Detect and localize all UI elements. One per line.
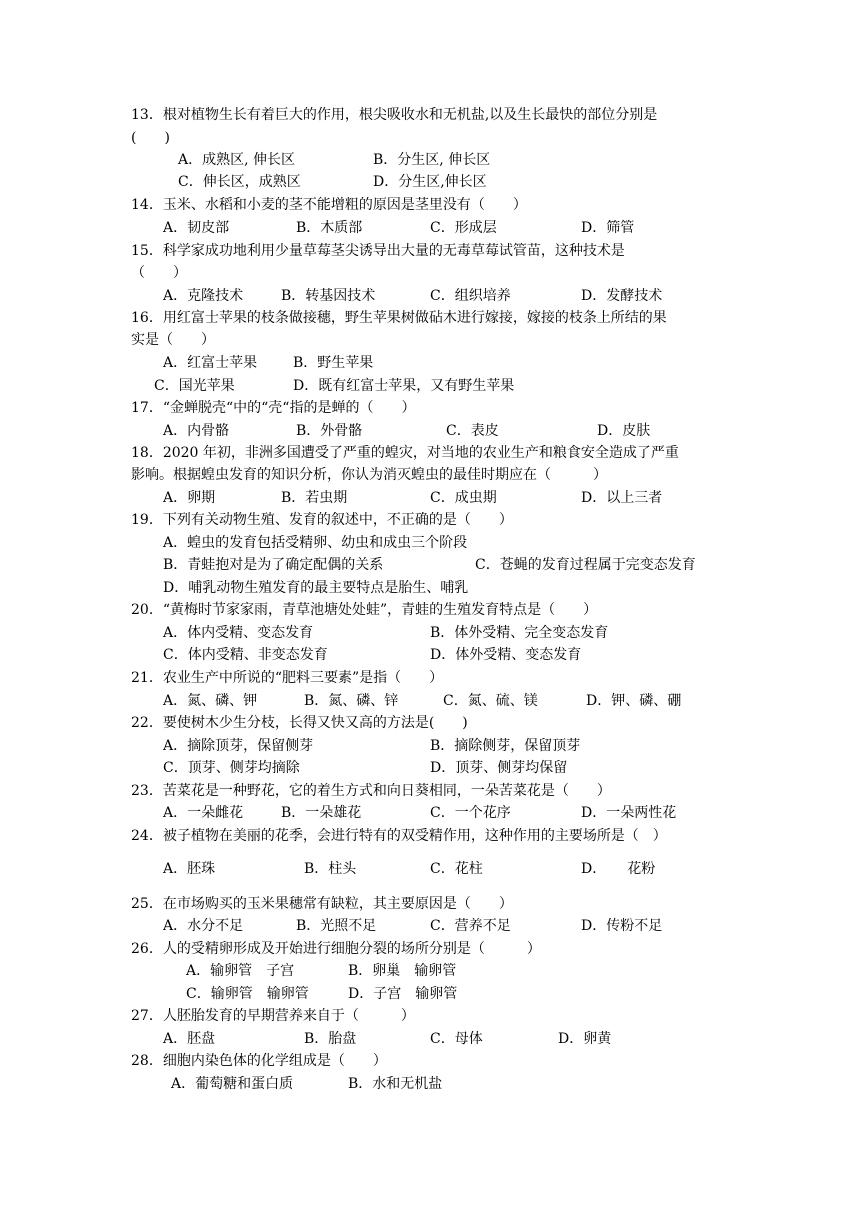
q15-option-d: D．发酵技术 [581, 288, 663, 304]
q25-option-b: B．光照不足 [296, 918, 377, 934]
q17-option-c: C．表皮 [446, 423, 499, 439]
q15-stem: 15．科学家成功地利用少量草莓茎尖诱导出大量的无毒草莓试管苗，这种技术是 [131, 243, 625, 259]
q26-stem: 26．人的受精卵形成及开始进行细胞分裂的场所分别是（ ） [131, 941, 541, 957]
q16-stem: 16．用红富士苹果的枝条做接穗，野生苹果树做砧木进行嫁接，嫁接的枝条上所结的果 [131, 310, 667, 326]
q13-option-a: A．成熟区, 伸长区 [178, 152, 296, 168]
q28-option-a: A．葡萄糖和蛋白质 [171, 1076, 294, 1092]
q13-stem: 13．根对植物生长有着巨大的作用，根尖吸收水和无机盐,以及生长最快的部位分别是 [131, 107, 658, 123]
q16-option-a: A．红富士苹果 [163, 355, 258, 371]
q19-option-b: B．青蛙抱对是为了确定配偶的关系 [163, 557, 384, 573]
q20-option-b: B．体外受精、完全变态发育 [430, 625, 609, 641]
q22-option-b: B．摘除侧芽，保留顶芽 [430, 738, 581, 754]
q24-option-d: D． 花粉 [581, 861, 656, 877]
q21-stem: 21．农业生产中所说的“肥料三要素”是指（ ） [131, 670, 444, 686]
q17-option-b: B．外骨骼 [296, 423, 363, 439]
q15-option-c: C．组织培养 [430, 288, 511, 304]
q21-option-c: C．氮、硫、镁 [443, 693, 538, 709]
q24-option-a: A．胚珠 [163, 861, 216, 877]
q18-option-d: D．以上三者 [581, 490, 663, 506]
q19-option-d: D．哺乳动物生殖发育的最主要特点是胎生、哺乳 [163, 580, 469, 596]
q27-stem: 27．人胚胎发育的早期营养来自于（ ） [131, 1008, 415, 1024]
q16-stem-cont: 实是（ ） [131, 332, 215, 348]
q19-stem: 19．下列有关动物生殖、发育的叙述中，不正确的是（ ） [131, 512, 513, 528]
q16-option-d: D．既有红富士苹果，又有野生苹果 [293, 378, 515, 394]
q17-option-d: D．皮肤 [597, 423, 651, 439]
q23-option-a: A．一朵雌花 [163, 805, 244, 821]
q18-option-b: B．若虫期 [281, 490, 348, 506]
q27-option-b: B．胎盘 [304, 1031, 357, 1047]
q22-stem: 22．要使树木少生分枝，长得又快又高的方法是( ) [131, 715, 468, 731]
q17-option-a: A．内骨骼 [163, 423, 230, 439]
q21-option-a: A．氮、磷、钾 [163, 693, 258, 709]
q27-option-a: A．胚盘 [163, 1031, 216, 1047]
q25-option-c: C．营养不足 [430, 918, 511, 934]
q22-option-c: C．顶芽、侧芽均摘除 [163, 760, 300, 776]
q23-option-b: B．一朵雄花 [281, 805, 362, 821]
q14-stem: 14．玉米、水稻和小麦的茎不能增粗的原因是茎里没有（ ） [131, 197, 527, 213]
q27-option-c: C．母体 [430, 1031, 483, 1047]
q15-option-b: B．转基因技术 [281, 288, 376, 304]
q20-option-a: A．体内受精、变态发育 [163, 625, 314, 641]
q23-stem: 23．苦菜花是一种野花，它的着生方式和向日葵相同，一朵苦菜花是（ ） [131, 783, 611, 799]
q24-option-c: C．花柱 [430, 861, 483, 877]
q17-stem: 17．“金蝉脱壳“中的“壳“指的是蝉的（ ） [131, 400, 416, 416]
q23-option-c: C．一个花序 [430, 805, 511, 821]
q18-option-c: C．成虫期 [430, 490, 497, 506]
q13-option-d: D．分生区,伸长区 [373, 174, 487, 190]
q13-stem-cont: ( ) [131, 130, 170, 146]
q26-option-a: A．输卵管 子宫 [186, 963, 295, 979]
q14-option-a: A．韧皮部 [163, 220, 230, 236]
q26-option-d: D．子宫 输卵管 [348, 986, 458, 1002]
q25-stem: 25．在市场购买的玉米果穗常有缺粒，其主要原因是（ ） [131, 896, 513, 912]
q24-stem: 24．被子植物在美丽的花季，会进行特有的双受精作用，这种作用的主要场所是（ ） [131, 828, 667, 844]
q21-option-b: B．氮、磷、锌 [304, 693, 399, 709]
q20-stem: 20．“黄梅时节家家雨，青草池塘处处蛙”，青蛙的生殖发育特点是（ ） [131, 602, 598, 618]
q28-stem: 28．细胞内染色体的化学组成是（ ） [131, 1053, 387, 1069]
q25-option-d: D．传粉不足 [581, 918, 663, 934]
q14-option-c: C．形成层 [430, 220, 497, 236]
q16-option-b: B．野生苹果 [293, 355, 374, 371]
q20-option-c: C．体内受精、非变态发育 [163, 647, 328, 663]
q14-option-d: D．筛管 [581, 220, 635, 236]
q13-option-b: B．分生区, 伸长区 [373, 152, 491, 168]
q26-option-b: B．卵巢 输卵管 [348, 963, 457, 979]
q22-option-d: D．顶芽、侧芽均保留 [430, 760, 568, 776]
q24-option-b: B．柱头 [304, 861, 357, 877]
q25-option-a: A．水分不足 [163, 918, 244, 934]
q27-option-d: D．卵黄 [558, 1031, 612, 1047]
q20-option-d: D．体外受精、变态发育 [430, 647, 582, 663]
q18-stem: 18．2020 年初，非洲多国遭受了严重的蝗灾，对当地的农业生产和粮食安全造成了严重 [131, 445, 679, 461]
q15-stem-cont: （ ） [131, 265, 187, 281]
q19-option-c: C．苍蝇的发育过程属于完变态发育 [475, 557, 696, 573]
q19-option-a: A．蝗虫的发育包括受精卵、幼虫和成虫三个阶段 [163, 535, 468, 551]
q18-stem-cont: 影响。根据蝗虫发育的知识分析，你认为消灭蝗虫的最佳时期应在（ ） [131, 467, 607, 483]
q14-option-b: B．木质部 [296, 220, 363, 236]
q22-option-a: A．摘除顶芽，保留侧芽 [163, 738, 314, 754]
q16-option-c: C．国光苹果 [154, 378, 235, 394]
q18-option-a: A．卵期 [163, 490, 216, 506]
q13-option-c: C．伸长区，成熟区 [178, 174, 301, 190]
q15-option-a: A．克隆技术 [163, 288, 244, 304]
q26-option-c: C．输卵管 输卵管 [186, 986, 309, 1002]
q23-option-d: D．一朵两性花 [581, 805, 677, 821]
q28-option-b: B．水和无机盐 [348, 1076, 443, 1092]
q21-option-d: D．钾、磷、硼 [586, 693, 682, 709]
